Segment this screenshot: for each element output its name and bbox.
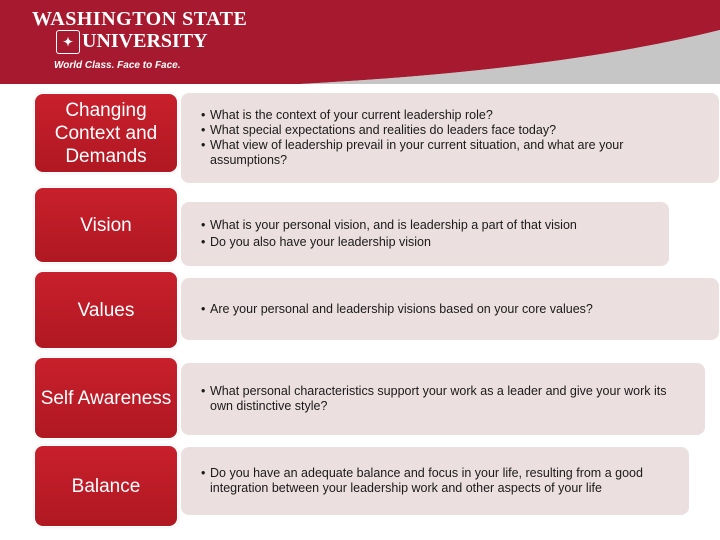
category-label: Values [77, 299, 135, 321]
category-label: Changing Context and Demands [54, 99, 158, 167]
logo-name-line1: WASHINGTON STATE [32, 8, 248, 30]
category-label: Vision [80, 214, 132, 236]
tagline: World Class. Face to Face. [54, 60, 181, 71]
category-label: Balance [71, 475, 141, 497]
bullet-item: • What special expectations and realities do leaders face today? [201, 123, 680, 138]
bullet-list [181, 384, 680, 414]
bullet-list [181, 108, 680, 168]
header-banner [0, 0, 720, 84]
bullet-item: • What personal characteristics support your work as a leader and give your work its own distinctive style? [201, 384, 680, 414]
category-balance [35, 446, 177, 526]
logo-name-line2: UNIVERSITY [82, 30, 208, 52]
questions-box-values [181, 278, 719, 340]
bullet-list [181, 466, 670, 496]
university-seal-icon: ✦ [56, 30, 80, 54]
bullet-item: • Do you also have your leadership vision [201, 234, 577, 251]
bullet-item: • Do you have an adequate balance and focus in your life, resulting from a good integration between your leadership work and other aspects of your life [201, 466, 670, 496]
questions-box-vision [181, 202, 669, 266]
bullet-item: • Are your personal and leadership visions based on your core values? [201, 302, 593, 317]
questions-box-changing-context [181, 93, 719, 183]
category-values [35, 272, 177, 348]
bullet-item: • What view of leadership prevail in your current situation, and what are your assumptions? [201, 138, 680, 168]
category-changing-context [35, 94, 177, 172]
questions-box-self-awareness [181, 363, 705, 435]
category-vision [35, 188, 177, 262]
bullet-list [181, 302, 593, 317]
category-label: Self Awareness [40, 387, 172, 409]
bullet-list [181, 217, 577, 251]
bullet-item: • What is your personal vision, and is leadership a part of that vision [201, 217, 577, 234]
category-self-awareness [35, 358, 177, 438]
bullet-item: • What is the context of your current leadership role? [201, 108, 680, 123]
questions-box-balance [181, 447, 689, 515]
